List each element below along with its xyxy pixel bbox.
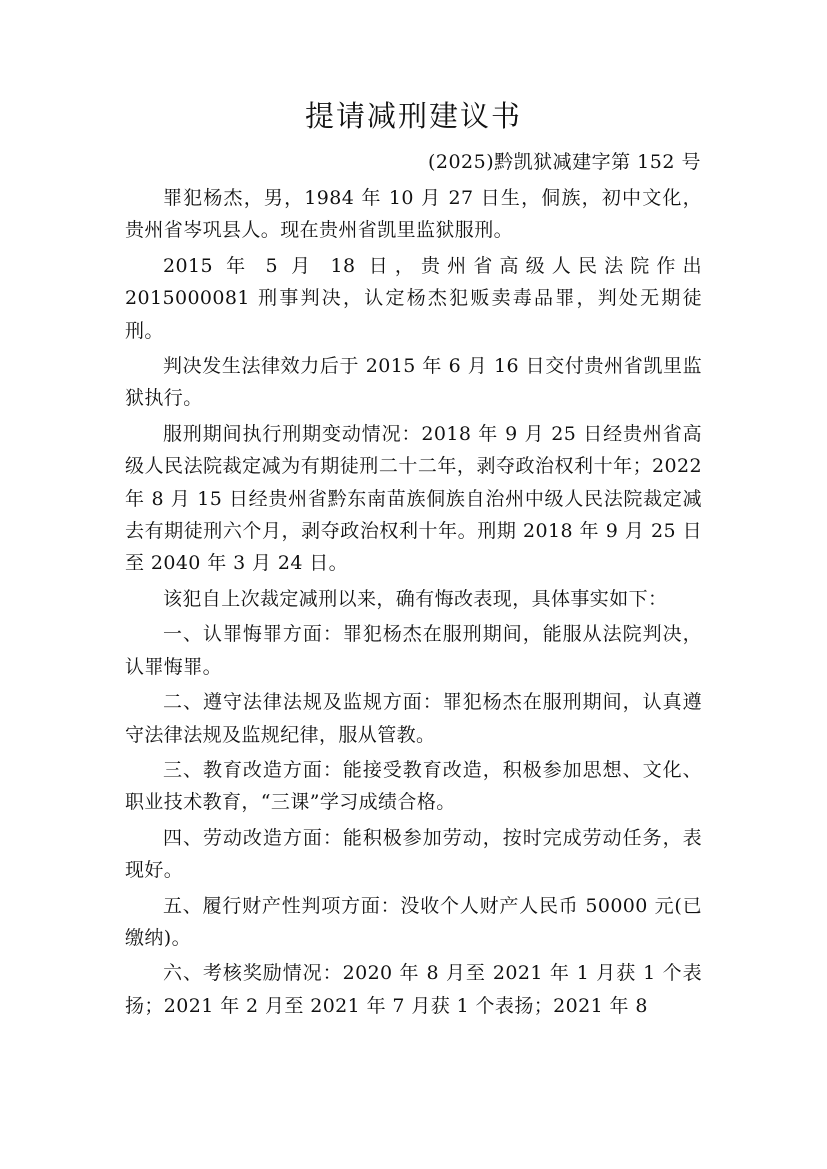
paragraph-original-judgment: 2015 年 5 月 18 日，贵州省高级人民法院作出 2015000081 刑事判决，认定杨杰犯贩卖毒品罪，判处无期徒刑。 [125,254,702,342]
paragraph-sentence-changes: 服刑期间执行刑期变动情况：2018 年 9 月 25 日经贵州省高级人民法院裁定减为有期徒刑二十二年，剥夺政治权利十年；2022 年 8 月 15 日经贵州省黔东南苗族侗族自治州中级人民法院裁定减去有期徒刑六个月，剥夺政治权利十年。刑期 2018 年 9 月 25 日至 2040 年 3 月 24 日。 [125,422,702,575]
paragraph-delivery: 判决发生法律效力后于 2015 年 6 月 16 日交付贵州省凯里监狱执行。 [125,355,702,410]
paragraph-criminal-info: 罪犯杨杰，男，1984 年 10 月 27 日生，侗族，初中文化，贵州省岑巩县人。现在贵州省凯里监狱服刑。 [125,187,702,242]
paragraph-repentance: 一、认罪悔罪方面：罪犯杨杰在服刑期间，能服从法院判决，认罪悔罪。 [125,623,702,678]
paragraph-facts-intro: 该犯自上次裁定减刑以来，确有悔改表现，具体事实如下： [163,587,668,610]
paragraph-property: 五、履行财产性判项方面：没收个人财产人民币 50000 元(已缴纳)。 [125,894,702,949]
document-title: 提请减刑建议书 [304,99,522,133]
document-body [125,182,702,1025]
paragraph-labor: 四、劳动改造方面：能积极参加劳动，按时完成劳动任务，表现好。 [125,826,702,882]
paragraph-education: 三、教育改造方面：能接受教育改造，积极参加思想、文化、职业技术教育，“三课”学习成绩合格。 [125,758,702,814]
paragraph-rewards: 六、考核奖励情况：2020 年 8 月至 2021 年 1 月获 1 个表扬；2021 年 2 月至 2021 年 7 月获 1 个表扬；2021 年 8 [125,962,702,1017]
paragraph-law-compliance: 二、遵守法律法规及监规方面：罪犯杨杰在服刑期间，认真遵守法律法规及监规纪律，服从管教。 [125,691,702,746]
document-number: (2025)黔凯狱减建字第 152 号 [427,151,701,173]
